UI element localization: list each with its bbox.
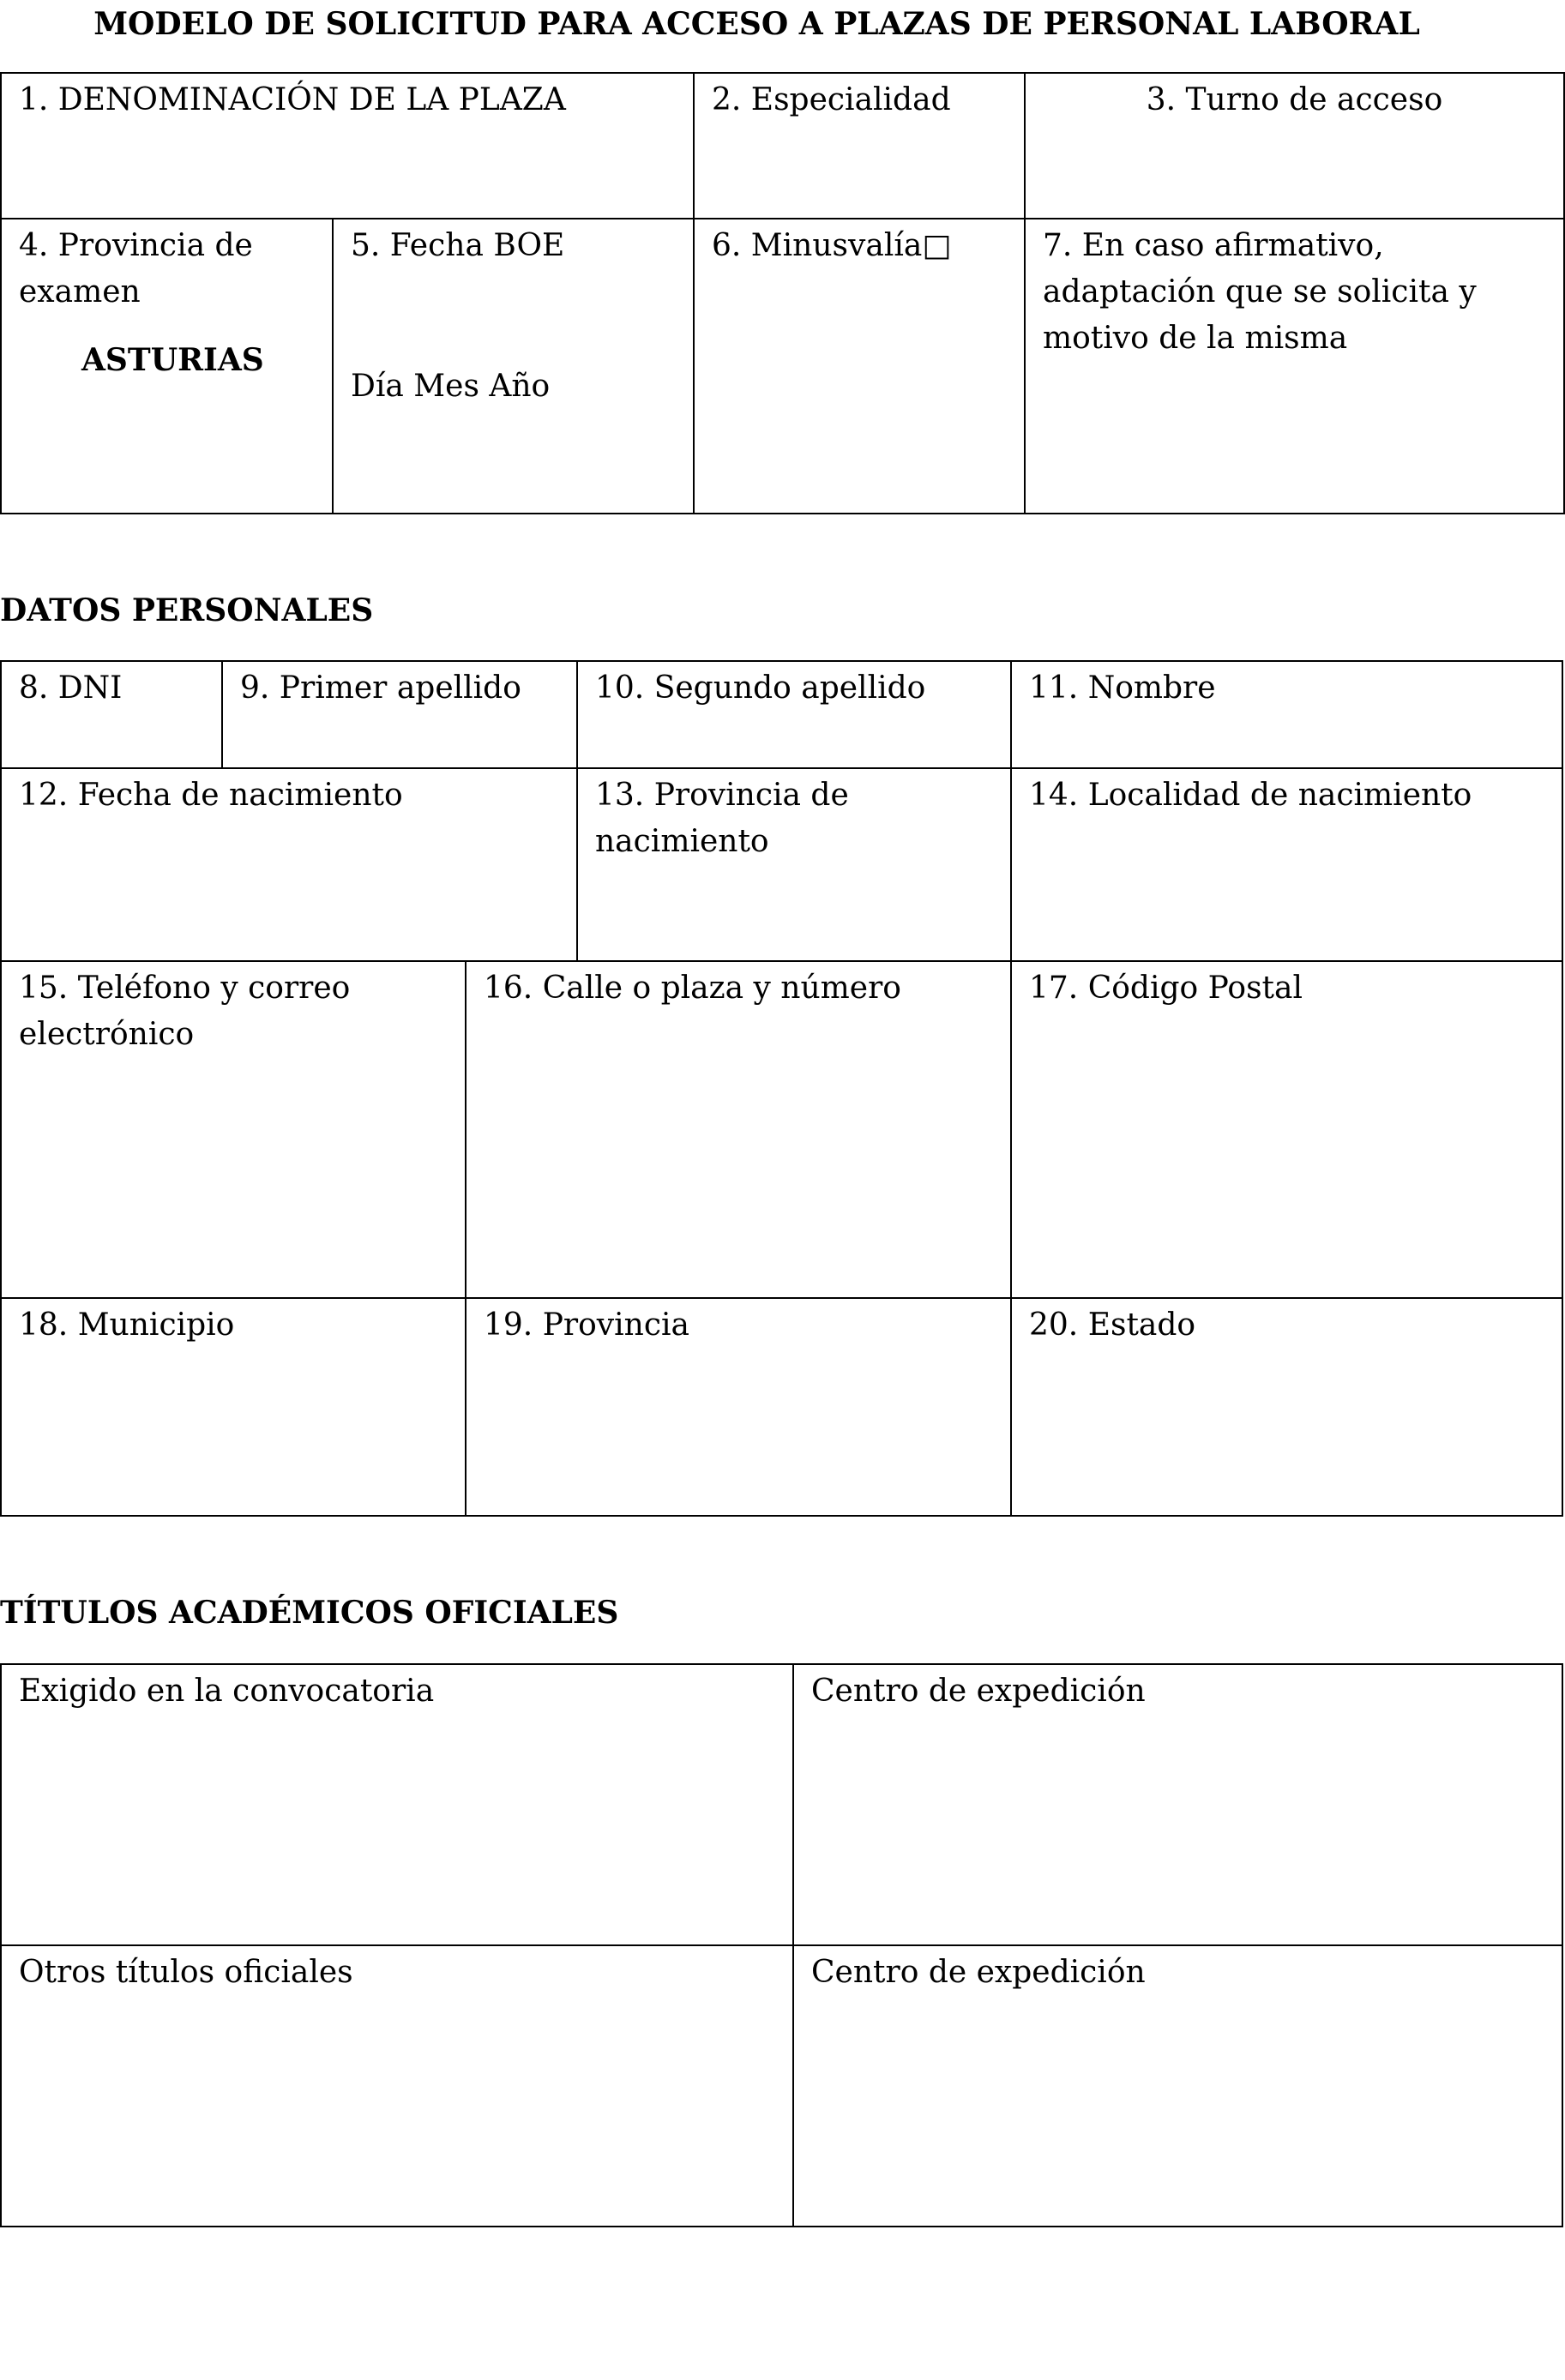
minusvalia-label: 6. Minusvalía bbox=[712, 228, 923, 263]
fecha-nacimiento-label: 12. Fecha de nacimiento bbox=[19, 778, 403, 813]
turno-label: 3. Turno de acceso bbox=[1146, 82, 1443, 117]
centro-expedicion-2-label: Centro de expedición bbox=[811, 1955, 1146, 1990]
provincia-examen-value: ASTURIAS bbox=[81, 342, 264, 378]
exigido-label: Exigido en la convocatoria bbox=[19, 1674, 435, 1709]
provincia-examen-label: 4. Provincia de examen bbox=[19, 228, 253, 310]
provincia-label: 19. Provincia bbox=[484, 1307, 689, 1343]
dni-label: 8. DNI bbox=[19, 670, 123, 706]
minusvalia-field bbox=[712, 218, 1020, 269]
municipio-label: 18. Municipio bbox=[19, 1307, 235, 1343]
primer-apellido-label: 9. Primer apellido bbox=[240, 670, 521, 706]
adaptacion-label: 7. En caso afirmativo, adaptación que se solicita y motivo de la misma bbox=[1043, 228, 1477, 356]
minusvalia-checkbox[interactable]: □ bbox=[922, 228, 952, 263]
denominacion-label: 1. DENOMINACIÓN DE LA PLAZA bbox=[19, 82, 566, 117]
especialidad-label: 2. Especialidad bbox=[712, 82, 951, 117]
segundo-apellido-label: 10. Segundo apellido bbox=[595, 670, 926, 706]
otros-titulos-label: Otros títulos oficiales bbox=[19, 1955, 353, 1990]
codigo-postal-label: 17. Código Postal bbox=[1029, 971, 1303, 1006]
estado-label: 20. Estado bbox=[1029, 1307, 1196, 1343]
telefono-correo-label: 15. Teléfono y correo electrónico bbox=[19, 971, 351, 1052]
fecha-boe-parts: Día Mes Año bbox=[351, 369, 551, 404]
titulos-heading: TÍTULOS ACADÉMICOS OFICIALES bbox=[0, 1595, 619, 1631]
localidad-nacimiento-label: 14. Localidad de nacimiento bbox=[1029, 778, 1472, 813]
provincia-nacimiento-label: 13. Provincia de nacimiento bbox=[595, 778, 849, 859]
datos-personales-heading: DATOS PERSONALES bbox=[0, 592, 374, 628]
form-title: MODELO DE SOLICITUD PARA ACCESO A PLAZAS DE PERSONAL LABORAL bbox=[93, 6, 1420, 42]
centro-expedicion-1-label: Centro de expedición bbox=[811, 1674, 1146, 1709]
calle-label: 16. Calle o plaza y número bbox=[484, 971, 901, 1006]
fecha-boe-label: 5. Fecha BOE bbox=[351, 228, 565, 263]
nombre-label: 11. Nombre bbox=[1029, 670, 1216, 706]
